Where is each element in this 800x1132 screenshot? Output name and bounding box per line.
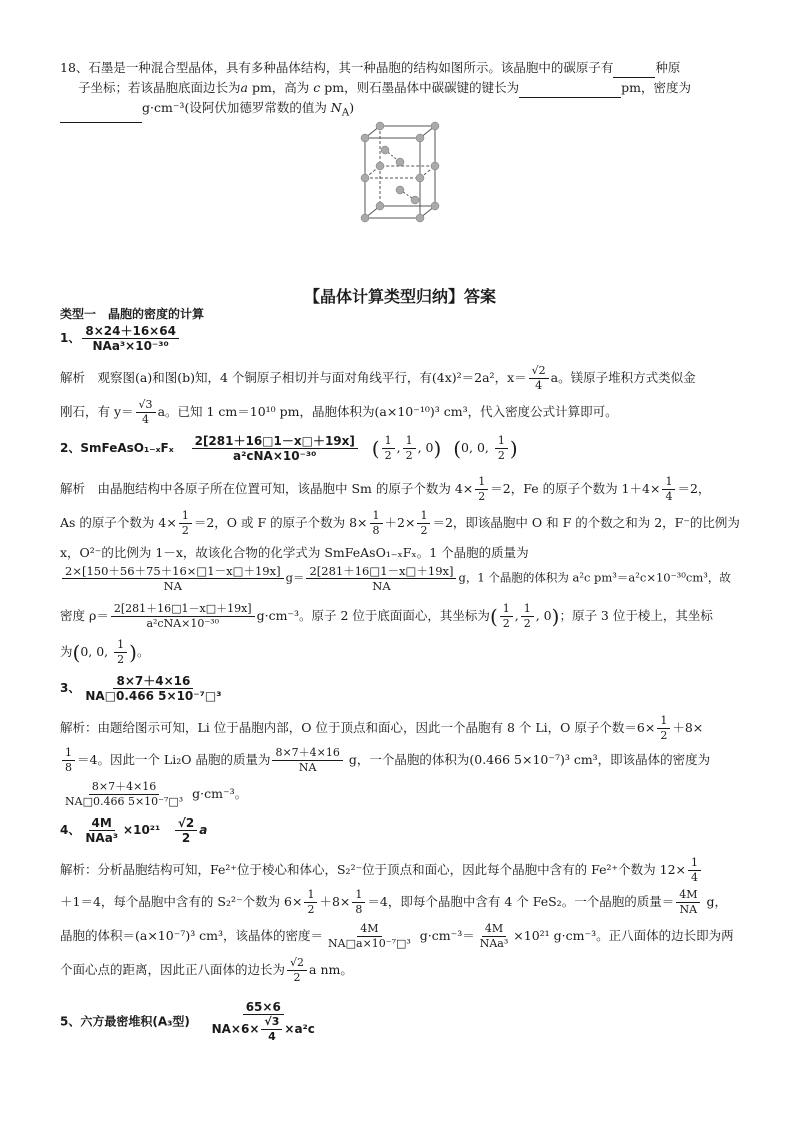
a3-explanation-1: 解析：由题给图示可知，Li 位于晶胞内部，O 位于顶点和面心，因此一个晶胞有 8 个 Li，O 原子个数＝6× $\frac{1}{2}$ ＋8× [60, 714, 704, 742]
a2-explanation-2: As 的原子个数为 4× $\frac{1}{2}$ ＝2，O 或 F 的原子个数为 8× $\frac{1}{8}$ ＋2× $\frac{1}{2}$ ＝2，即该晶胞中 O 和 F 的个数之和为 2，F⁻的比例为 [60, 509, 740, 537]
a2-explanation-3: x，O²⁻的比例为 1－x，故该化合物的化学式为 SmFeAsO₁₋ₓFₓ。1 个晶胞的质量为 [60, 545, 529, 560]
a1-explanation-2: 刚石，有 y＝ $\frac{√3}{4}$ a。已知 1 cm＝10¹⁰ pm，晶胞体积为(a×10⁻¹⁰)³ cm³，代入密度公式计算即可。 [60, 398, 618, 426]
q18-line1: 18、石墨是一种混合型晶体，具有多种晶体结构，其一种晶胞的结构如图所示。该晶胞中的碳原子有 种原 [60, 58, 750, 78]
a2-explanation-1: 解析 由晶胞结构中各原子所在位置可知，该晶胞中 Sm 的原子个数为 4× $\frac{1}{2}$ ＝2，Fe 的原子个数为 1＋4× $\frac{1}{4}$ ＝2， [60, 475, 711, 503]
answer-blank[interactable] [60, 108, 142, 123]
answer-5: 5、六方最密堆积(A₃型) 65×6 NA×6× $\frac{√3}{4}$ ×a²c [60, 1000, 315, 1043]
a2-explanation-5: 密度 ρ＝ $\frac{2[281+16□1-x□+19x]}{\text{a²cNA×10⁻³⁰}}$ g·cm⁻³。原子 2 位于底面面心，其坐标为( $\frac{1}{2}$ , $\frac{1}{2}$ , 0)；原子 3 位于棱上，其坐标 [60, 602, 713, 630]
q18-line3: g·cm⁻³(设阿伏加德罗常数的值为 $N_A$) [60, 98, 750, 123]
a2-explanation-6: 为(0, 0, $\frac{1}{2}$ )。 [60, 638, 150, 666]
a3-explanation-2: $\frac{1}{8}$ ＝4。因此一个 Li₂O 晶胞的质量为 $\frac{8\times 7+4\times 16}{NA}$ g，一个晶胞的体积为(0.466 5×10⁻⁷)³ cm³，即该晶体的密度为 [60, 746, 750, 778]
answer-blank[interactable] [519, 83, 621, 98]
a4-explanation-4: 个面心点的距离，因此正八面体的边长为 $\frac{√2}{2}$ a nm。 [60, 956, 353, 984]
answer-3: 3、 $\frac{8\times 7+4\times 16}{\text{NA□0.466 5×10⁻⁷□³}}$ [60, 674, 222, 703]
answer-1: 1、 $\frac{8\times 24+16\times 64}{\text{NAa³×10⁻³⁰}}$ [60, 324, 750, 360]
answer-4: 4、 $\frac{4M}{\text{NAa³}}$ ×10²¹ $\frac{√2}{2}$ a [60, 816, 208, 845]
section-label: 类型一 晶胞的密度的计算 [60, 307, 205, 321]
answer-blank[interactable] [613, 63, 655, 78]
q18-line2: 子坐标；若该晶胞底面边长为a pm，高为 c pm，则石墨晶体中碳碳键的键长为 pm，密度为 [78, 78, 750, 98]
answer-2: 2、SmFeAsO₁₋ₓFₓ $\frac{2[281+16□1-x□+19x]}{\text{a²cNA×10⁻³⁰}}$ ( $\frac{1}{2}$ , $\frac{1}{2}$ , 0) (0, 0, $\frac{1}{2}$ ) [60, 434, 518, 463]
page-title: 【晶体计算类型归纳】答案 [303, 287, 496, 306]
a4-explanation-3: 晶胞的体积＝(a×10⁻⁷)³ cm³，该晶体的密度＝ $\frac{4M}{\text{NA□a×10⁻⁷□³}}$ g·cm⁻³＝ $\frac{4M}{\text{NAa³}}$ ×10²¹ g·cm⁻³。正八面体的边长即为两 [60, 922, 734, 950]
a2-explanation-4: $\frac{2\times[150+56+75+16\times□1-x□+19x]}{NA}$ g＝ $\frac{2[281+16□1-x□+19x]}{NA}$ g，1 个晶胞的体积为 a²c pm³＝a²c×10⁻³⁰cm³，故 [60, 564, 750, 596]
a1-explanation-1: 解析 观察图(a)和图(b)知，4 个铜原子相切并与面对角线平行，有(4x)²＝2a²，x＝ $\frac{√2}{4}$ a。镁原子堆积方式类似金 [60, 364, 696, 392]
graphite-cell-figure [345, 118, 455, 228]
a4-explanation-1: 解析：分析晶胞结构可知，Fe²⁺位于棱心和体心，S₂²⁻位于顶点和面心，因此每个晶胞中含有的 Fe²⁺个数为 12× $\frac{1}{4}$ [60, 856, 750, 886]
a4-explanation-2: ＋1＝4，每个晶胞中含有的 S₂²⁻个数为 6× $\frac{1}{2}$ ＋8× $\frac{1}{8}$ ＝4，即每个晶胞中含有 4 个 FeS₂。一个晶胞的质量＝ $\frac{4M}{NA}$ g， [60, 888, 727, 916]
a3-explanation-3: $\frac{8\times 7+4\times 16}{\text{NA□0.466 5×10⁻⁷□³}}$ g·cm⁻³。 [65, 780, 248, 808]
